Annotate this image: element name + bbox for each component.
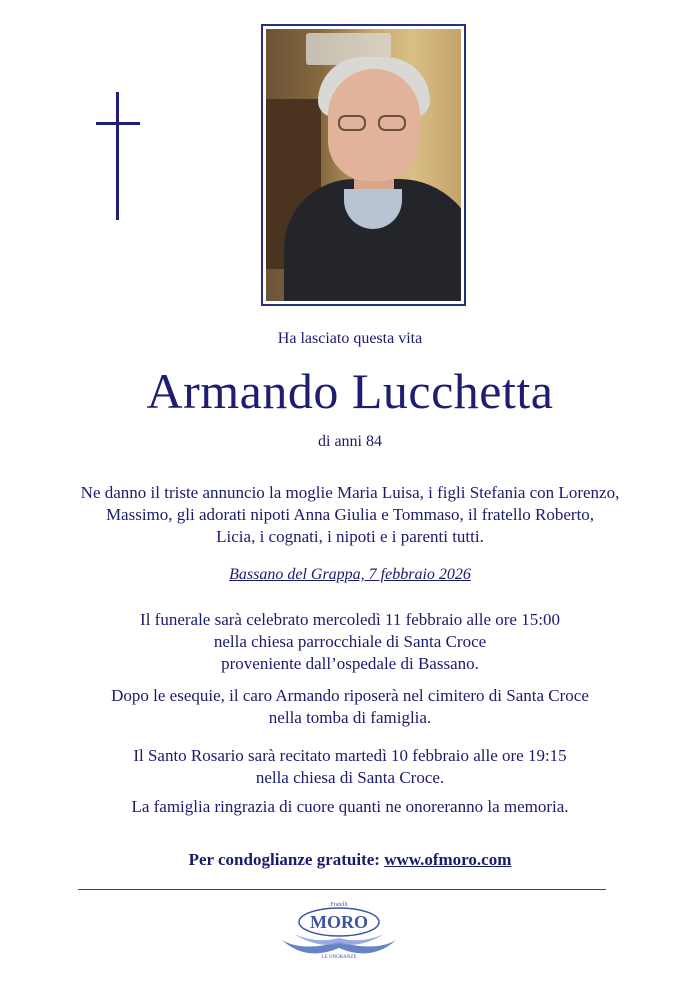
burial-line: Dopo le esequie, il caro Armando riposerà nel cimitero di Santa Croce	[111, 686, 589, 705]
age: di anni 84	[318, 433, 382, 450]
announcement-line: Ne danno il triste annuncio la moglie Maria Luisa, i figli Stefania con Lorenzo,	[80, 483, 620, 502]
place-date: Bassano del Grappa, 7 febbraio 2026	[229, 566, 471, 583]
divider	[78, 889, 606, 890]
subtitle: Ha lasciato questa vita	[277, 330, 423, 347]
condolences-link[interactable]: www.ofmoro.com	[384, 850, 512, 869]
condolences	[0, 850, 700, 870]
thanks-text: La famiglia ringrazia di cuore quanti ne onoreranno la memoria.	[131, 797, 569, 816]
portrait-photo	[266, 29, 461, 301]
logo-main-text: MORO	[310, 912, 368, 932]
funeral-line: Il funerale sarà celebrato mercoledì 11 febbraio alle ore 15:00	[140, 610, 560, 629]
funeral-info	[0, 609, 700, 675]
funeral-line: proveniente dall’ospedale di Bassano.	[221, 654, 479, 673]
announcement	[20, 482, 680, 548]
deceased-name: Armando Lucchetta	[146, 363, 554, 419]
portrait-photo-frame	[261, 24, 466, 306]
rosary-line: nella chiesa di Santa Croce.	[255, 768, 445, 787]
burial-info	[0, 685, 700, 729]
announcement-line: Licia, i cognati, i nipoti e i parenti tutti.	[216, 527, 484, 546]
announcement-line: Massimo, gli adorati nipoti Anna Giulia e Tommaso, il fratello Roberto,	[105, 505, 595, 524]
funeral-line: nella chiesa parrocchiale di Santa Croce	[213, 632, 487, 651]
condolences-label: Per condoglianze gratuite:	[188, 850, 380, 869]
burial-line: nella tomba di famiglia.	[268, 708, 432, 727]
rosary-line: Il Santo Rosario sarà recitato martedì 10 febbraio alle ore 19:15	[133, 746, 567, 765]
moro-logo	[276, 900, 402, 962]
logo-top-text: Fratelli	[330, 902, 348, 908]
rosary-info	[0, 745, 700, 789]
cross-icon	[96, 92, 140, 220]
logo-bottom-text: LE ONORANZE	[321, 955, 357, 960]
